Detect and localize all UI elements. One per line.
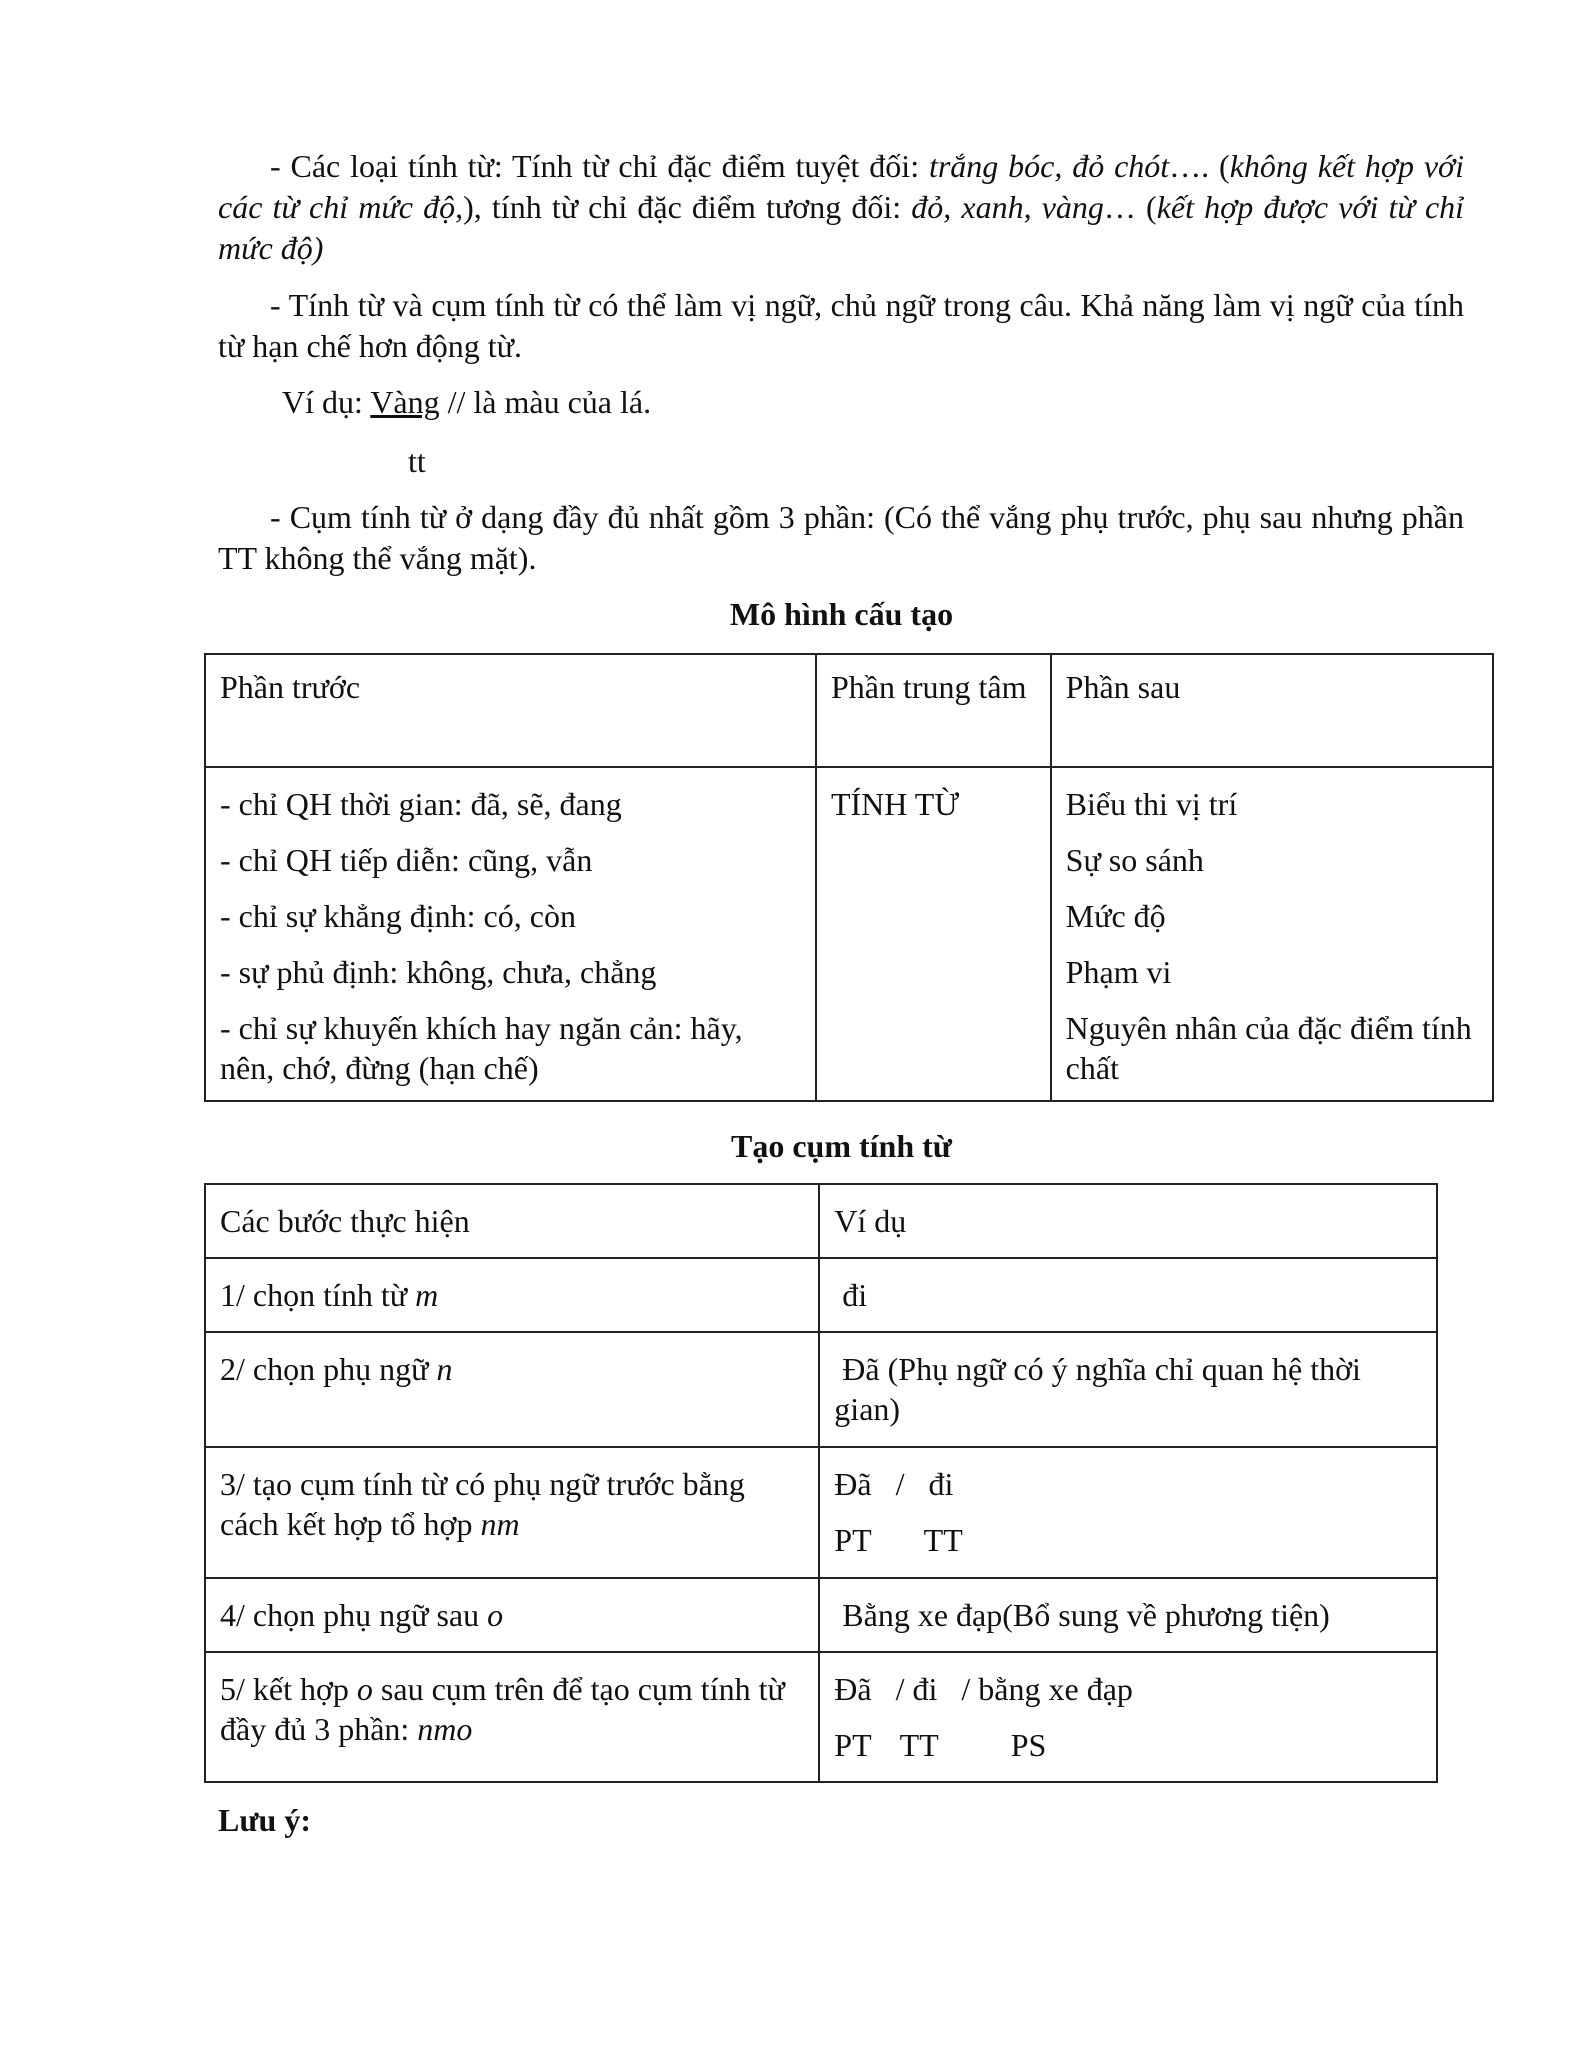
example-rest: // là màu của lá. [439, 384, 652, 420]
example-cell [819, 1447, 1437, 1578]
example-cell: đi [819, 1258, 1437, 1332]
after-item: Mức độ [1065, 898, 1166, 934]
step-cell [205, 1332, 819, 1447]
para1-text: ), tính từ chỉ đặc điểm tương đối: [463, 189, 912, 225]
after-item: Phạm vi [1065, 954, 1172, 990]
steps-row [205, 1258, 1437, 1332]
paragraph-phrase-structure: - Cụm tính từ ở dạng đầy đủ nhất gồm 3 phần: (Có thể vắng phụ trước, phụ sau nhưng phần TT không thể vắng mặt). [218, 499, 1464, 576]
note-label: Lưu ý: [218, 1802, 311, 1838]
step-text: 1/ chọn tính từ [220, 1277, 416, 1313]
structure-table-header-row [205, 654, 1493, 767]
header-center: Phần trung tâm [816, 654, 1051, 767]
paragraph-adjective-function: - Tính từ và cụm tính từ có thể làm vị ngữ, chủ ngữ trong câu. Khả năng làm vị ngữ của tính từ hạn chế hơn động từ. [218, 287, 1464, 364]
para1-text: … ( [1103, 189, 1157, 225]
step-text: 4/ chọn phụ ngữ sau [220, 1597, 488, 1633]
step-text: 3/ tạo cụm tính từ có phụ ngữ trước bằng cách kết hợp tổ hợp [220, 1466, 745, 1542]
step-variable: nmo [417, 1711, 473, 1747]
step-variable: nm [480, 1506, 520, 1542]
step-cell [205, 1652, 819, 1782]
before-item: - sự phủ định: không, chưa, chẳng [220, 954, 657, 990]
example-sentence [282, 382, 651, 423]
steps-row [205, 1652, 1437, 1782]
para1-note-absolute: không kết hợp với các từ chỉ mức độ, [218, 148, 1465, 225]
tag-ps: PS [1010, 1727, 1047, 1763]
example-phrase: Đã / đi / bằng xe đạp [834, 1671, 1133, 1707]
example-phrase: Đã / đi [834, 1466, 954, 1502]
after-item: Sự so sánh [1065, 842, 1204, 878]
step-cell [205, 1447, 819, 1578]
header-after: Phần sau [1051, 654, 1493, 767]
paragraph-adjective-types [218, 146, 1464, 269]
step-cell [205, 1258, 819, 1332]
center-cell: TÍNH TỪ [816, 767, 1051, 1101]
after-item: Nguyên nhân của đặc điểm tính chất [1065, 1010, 1472, 1086]
after-cell [1051, 767, 1493, 1101]
example-underlined-word: Vàng [370, 384, 440, 420]
tag-pt: PT [834, 1727, 872, 1763]
structure-table [204, 653, 1494, 1102]
para1-note-relative: kết hợp được với từ chỉ mức độ) [218, 189, 1465, 266]
steps-table [204, 1183, 1438, 1783]
table1-title: Mô hình cấu tạo [729, 596, 954, 632]
before-item: - chỉ sự khẳng định: có, còn [220, 898, 576, 934]
tag-pt: PT [834, 1522, 872, 1558]
para1-example-absolute: trắng bóc, đỏ chót [928, 148, 1170, 184]
example-label: Ví dụ: [282, 384, 371, 420]
example-cell: Đã (Phụ ngữ có ý nghĩa chỉ quan hệ thời gian) [819, 1332, 1437, 1447]
after-item: Biểu thi vị trí [1065, 786, 1238, 822]
example-cell: Bằng xe đạp(Bổ sung về phương tiện) [819, 1578, 1437, 1652]
header-steps: Các bước thực hiện [205, 1184, 819, 1258]
step-cell [205, 1578, 819, 1652]
step-variable: n [436, 1351, 453, 1387]
step-variable: o [356, 1671, 373, 1707]
para1-example-relative: đỏ, xanh, vàng [911, 189, 1104, 225]
example-cell [819, 1652, 1437, 1782]
header-example: Ví dụ [819, 1184, 1437, 1258]
steps-table-header-row [205, 1184, 1437, 1258]
step-variable: o [487, 1597, 504, 1633]
step-text: 2/ chọn phụ ngữ [220, 1351, 437, 1387]
steps-row [205, 1447, 1437, 1578]
example-tags [834, 1520, 1422, 1560]
para1-text: …. ( [1169, 148, 1230, 184]
structure-table-body-row [205, 767, 1493, 1101]
tag-tt: TT [923, 1522, 963, 1558]
header-before: Phần trước [205, 654, 816, 767]
para1-text: - Các loại tính từ: Tính từ chỉ đặc điểm tuyệt đối: [270, 148, 929, 184]
step-text: 5/ kết hợp [220, 1671, 357, 1707]
before-item: - chỉ QH thời gian: đã, sẽ, đang [220, 786, 622, 822]
steps-row [205, 1332, 1437, 1447]
step-variable: m [415, 1277, 439, 1313]
example-tags [834, 1725, 1422, 1765]
before-item: - chỉ sự khuyến khích hay ngăn cản: hãy, nên, chớ, đừng (hạn chế) [220, 1010, 743, 1086]
step-text: sau cụm trên để tạo cụm tính từ đầy đủ 3 phần: [220, 1671, 785, 1747]
before-item: - chỉ QH tiếp diễn: cũng, vẫn [220, 842, 593, 878]
tag-tt: TT [899, 1727, 939, 1763]
table2-title: Tạo cụm tính từ [731, 1128, 952, 1164]
example-tag: tt [408, 443, 426, 479]
steps-row [205, 1578, 1437, 1652]
before-cell [205, 767, 816, 1101]
